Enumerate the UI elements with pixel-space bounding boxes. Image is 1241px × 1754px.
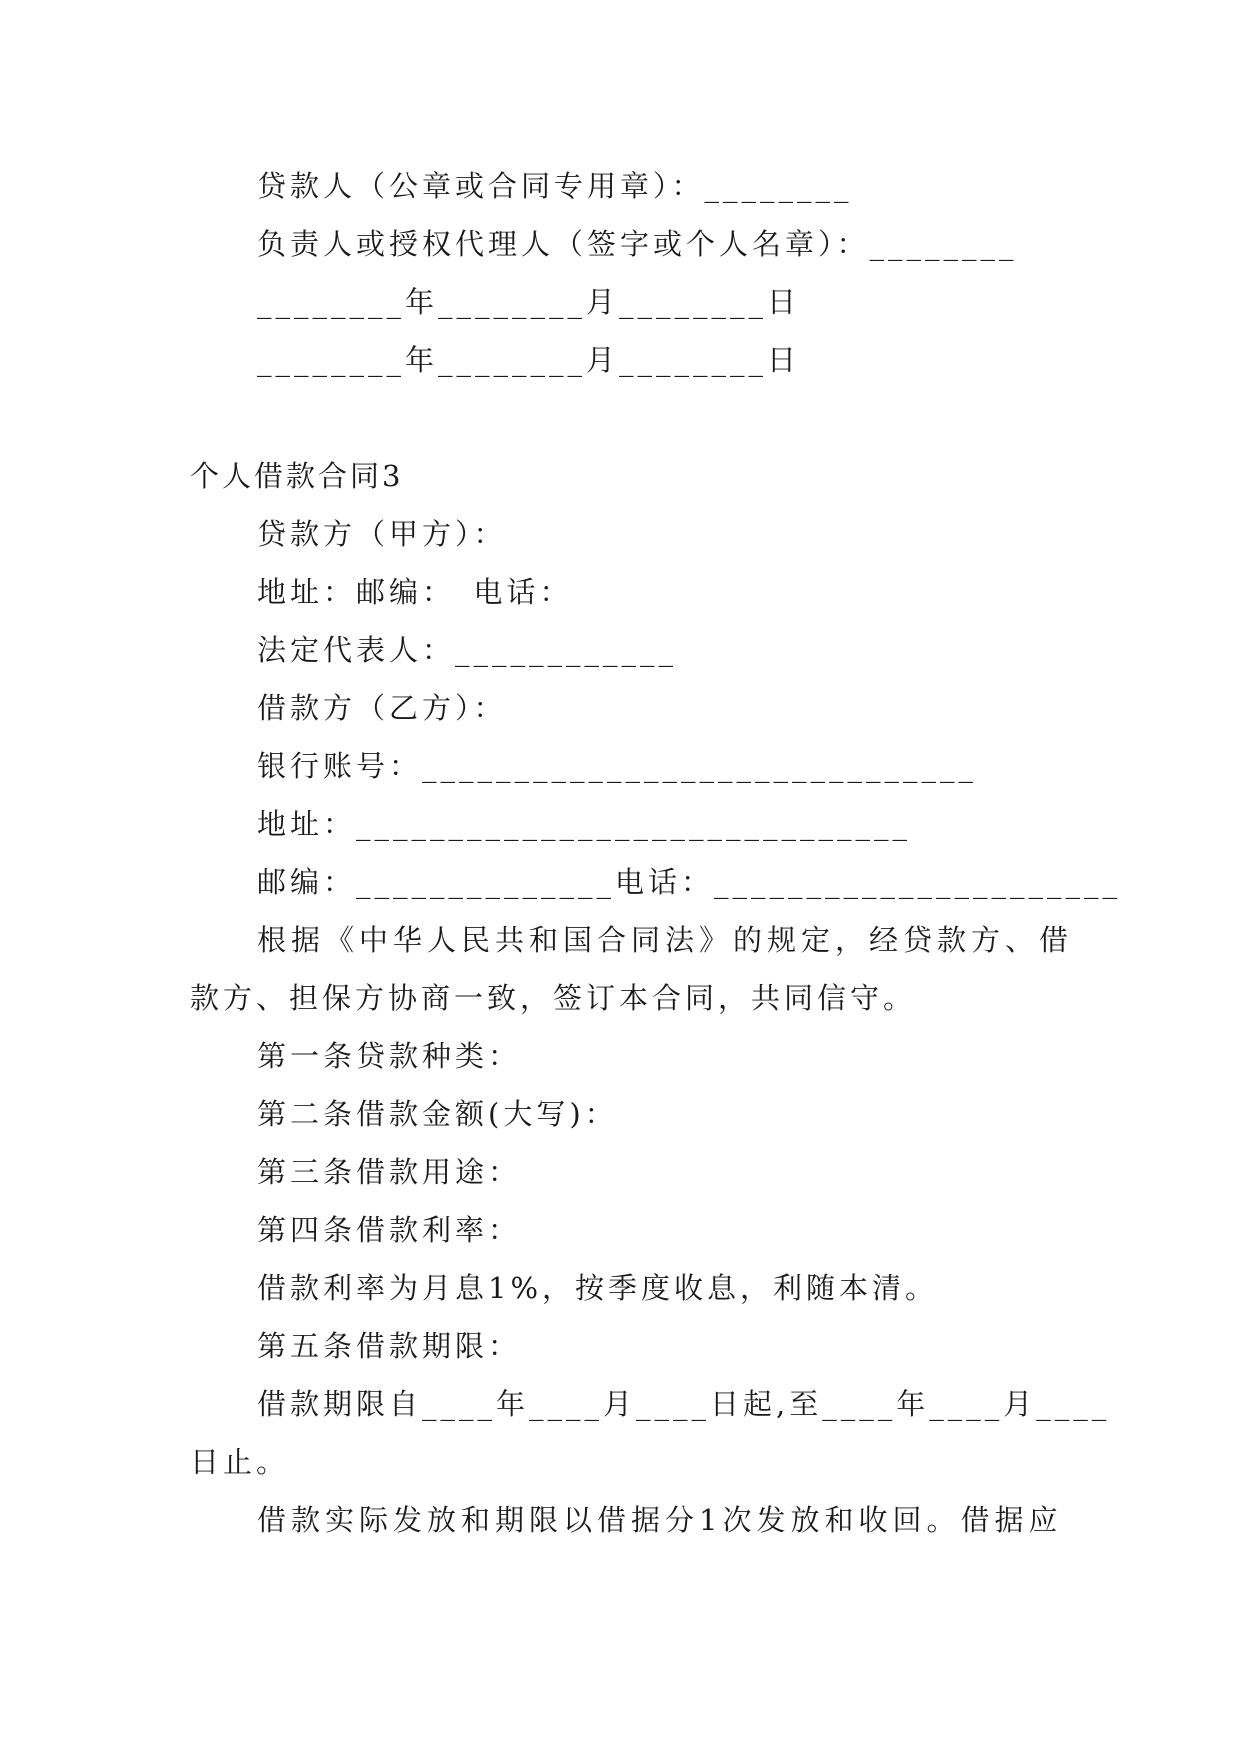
article-2: 第二条借款金额(大写)： [257, 1097, 618, 1131]
lender-party-line: 贷款方（甲方）： [257, 517, 507, 551]
preamble-line-2: 款方、担保方协商一致，签订本合同，共同信守。 [190, 981, 917, 1015]
lender-address-line: 地址：邮编： 电话： [257, 575, 573, 609]
date-line-1: ________年________月________日 [257, 285, 801, 319]
preamble-line-1: 根据《中华人民共和国合同法》的规定，经贷款方、借 [257, 923, 1074, 957]
loan-term-line-1: 借款期限自____年____月____日起,至____年____月____ [257, 1387, 1111, 1421]
date-line-2: ________年________月________日 [257, 343, 801, 377]
borrower-party-line: 借款方（乙方）： [257, 691, 507, 725]
borrower-address-line: 地址：______________________________ [257, 807, 912, 841]
article-3: 第三条借款用途： [257, 1155, 522, 1189]
article-4: 第四条借款利率： [257, 1213, 522, 1247]
disbursement-line: 借款实际发放和期限以借据分1次发放和收回。借据应 [257, 1503, 1063, 1537]
contract-title: 个人借款合同3 [190, 459, 404, 493]
loan-term-line-2: 日止。 [190, 1445, 290, 1479]
lender-seal-line: 贷款人（公章或合同专用章）：________ [257, 169, 853, 203]
article-5: 第五条借款期限： [257, 1329, 522, 1363]
bank-account-line: 银行账号：______________________________ [257, 749, 978, 783]
interest-rate-text: 借款利率为月息1%，按季度收息，利随本清。 [257, 1271, 939, 1305]
legal-representative-line: 法定代表人：____________ [257, 633, 678, 667]
article-1: 第一条贷款种类： [257, 1039, 522, 1073]
authorized-agent-line: 负责人或授权代理人（签字或个人名章）：________ [257, 227, 1018, 261]
postcode-phone-line: 邮编：______________电话：______________________ [257, 865, 1122, 899]
